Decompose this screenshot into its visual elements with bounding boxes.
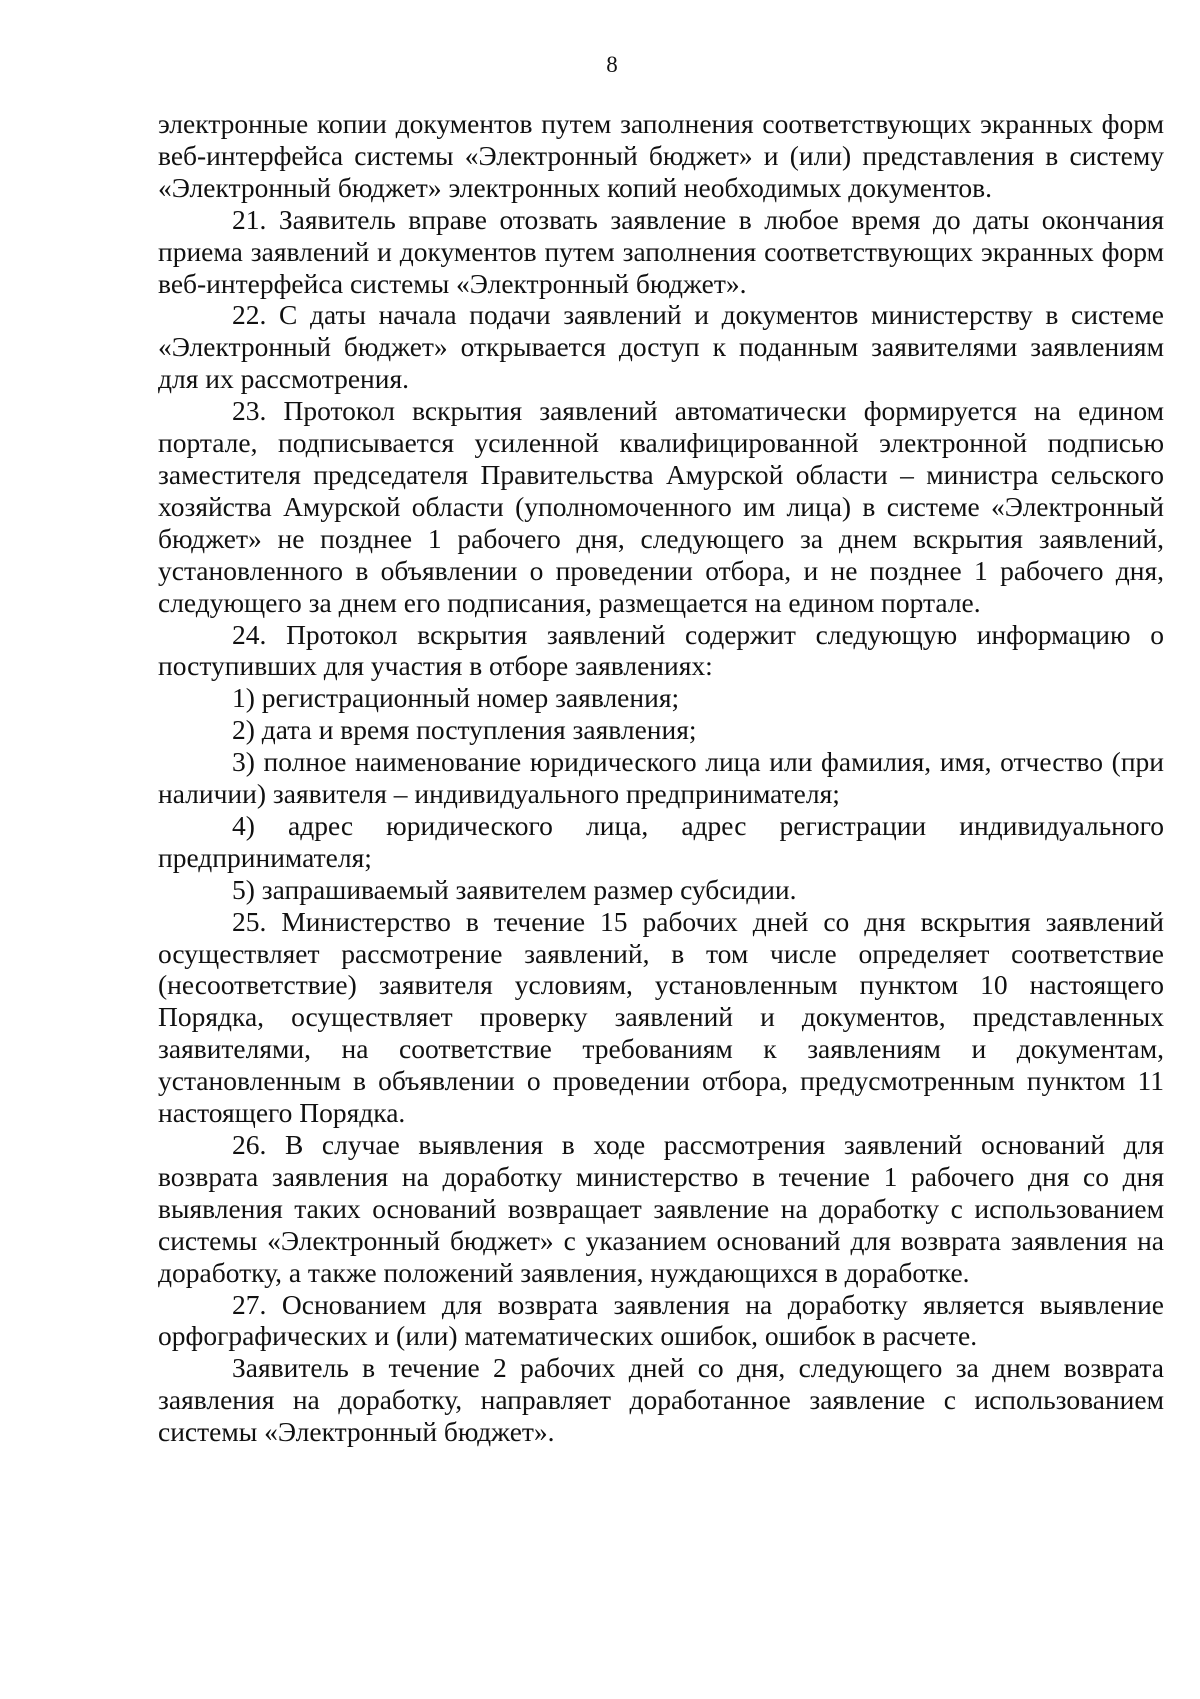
list-item-3: 3) полное наименование юридического лица или фамилия, имя, отчество (при наличии) заявителя – индивидуального предпринимателя; xyxy=(158,746,1164,810)
document-body xyxy=(158,108,1164,1448)
paragraph-27: 27. Основанием для возврата заявления на доработку является выявление орфографических и (или) математических ошибок, ошибок в расчете. xyxy=(158,1288,1164,1352)
paragraph-applicant-resubmission: Заявитель в течение 2 рабочих дней со дня, следующего за днем возврата заявления на доработку, направляет доработанное заявление с использованием системы «Электронный бюджет». xyxy=(158,1352,1164,1448)
paragraph-24: 24. Протокол вскрытия заявлений содержит следующую информацию о поступивших для участия в отборе заявлениях: xyxy=(158,618,1164,682)
list-item-5: 5) запрашиваемый заявителем размер субсидии. xyxy=(232,873,797,905)
paragraph-23: 23. Протокол вскрытия заявлений автоматически формируется на едином портале, подписывается усиленной квалифицированной электронной подписью заместителя председателя Правительства Амурской области – министра сельского хозяйства Амурской области (уполномоченного им лица) в системе «Электронный бюджет» не позднее 1 рабочего дня, следующего за днем вскрытия заявлений, установленного в объявлении о проведении отбора, и не позднее 1 рабочего дня, следующего за днем его подписания, размещается на едином портале. xyxy=(158,395,1164,618)
paragraph-21: 21. Заявитель вправе отозвать заявление в любое время до даты окончания приема заявлений и документов путем заполнения соответствующих экранных форм веб-интерфейса системы «Электронный бюджет». xyxy=(158,203,1164,299)
list-item-4: 4) адрес юридического лица, адрес регистрации индивидуального предпринимателя; xyxy=(158,809,1164,873)
list-item-1: 1) регистрационный номер заявления; xyxy=(232,682,680,714)
paragraph-25: 25. Министерство в течение 15 рабочих дней со дня вскрытия заявлений осуществляет рассмотрение заявлений, в том числе определяет соответствие (несоответствие) заявителя условиям, установленным пунктом 10 настоящего Порядка, осуществляет проверку заявлений и документов, представленных заявителями, на соответствие требованиям к заявлениям и документам, установленным в объявлении о проведении отбора, предусмотренным пунктом 11 настоящего Порядка. xyxy=(158,905,1164,1129)
page-number: 8 xyxy=(606,52,618,77)
list-item-2: 2) дата и время поступления заявления; xyxy=(232,714,697,746)
paragraph-continuation: электронные копии документов путем заполнения соответствующих экранных форм веб-интерфейса системы «Электронный бюджет» и (или) представления в систему «Электронный бюджет» электронных копий необходимых документов. xyxy=(158,108,1164,203)
paragraph-26: 26. В случае выявления в ходе рассмотрения заявлений оснований для возврата заявления на доработку министерство в течение 1 рабочего дня со дня выявления таких оснований возвращает заявление на доработку с использованием системы «Электронный бюджет» с указанием оснований для возврата заявления на доработку, а также положений заявления, нуждающихся в доработке. xyxy=(158,1129,1164,1288)
paragraph-22: 22. С даты начала подачи заявлений и документов министерству в системе «Электронный бюджет» открывается доступ к поданным заявителями заявлениям для их рассмотрения. xyxy=(158,299,1164,395)
